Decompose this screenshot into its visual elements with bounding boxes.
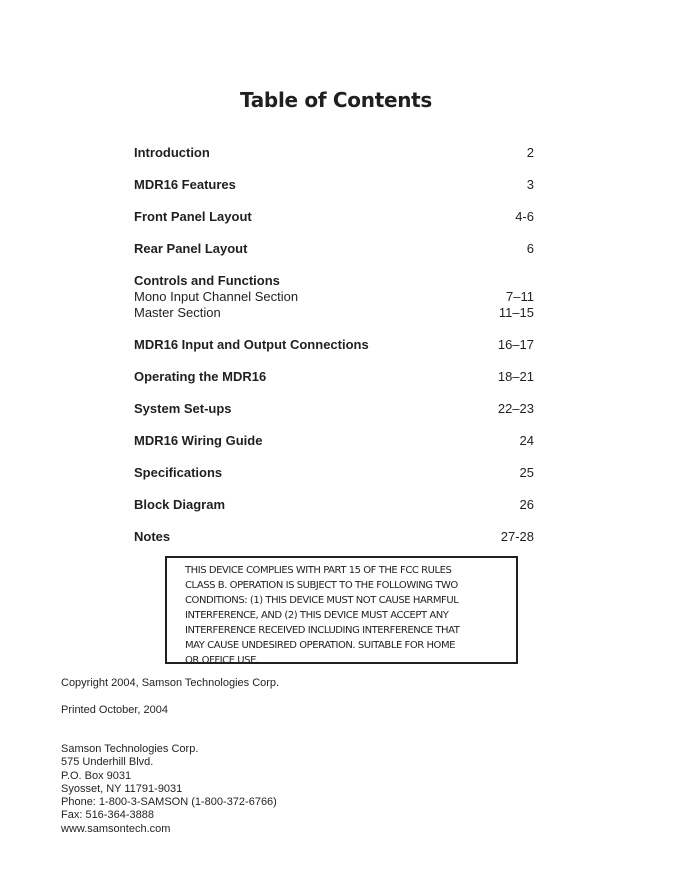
toc-subentry-page: 7–11 [506,289,534,304]
toc-entry-page: 24 [519,433,534,448]
toc-entry [134,369,534,385]
toc-entry [134,529,534,545]
toc-subentry-page: 11–15 [498,305,534,320]
toc-entry-page: 22–23 [497,401,534,416]
toc-entry [134,177,534,193]
fcc-compliance-notice [165,556,518,664]
toc-subentry-label: Master Section [134,305,221,320]
fcc-notice-line: THIS DEVICE COMPLIES WITH PART 15 OF THE FCC RULES [185,565,452,576]
fcc-notice-line: CONDITIONS: (1) THIS DEVICE MUST NOT CAUSE HARMFUL [185,595,459,606]
toc-entry-page: 18–21 [497,369,534,384]
print-date: Printed October, 2004 [61,704,169,716]
po-box: P.O. Box 9031 [61,769,132,782]
toc-entry-label: MDR16 Features [134,177,236,192]
fcc-notice-line: MAY CAUSE UNDESIRED OPERATION. SUITABLE FOR HOME [185,640,456,651]
toc-entry [134,241,534,257]
fcc-notice-line: OR OFFICE USE. [185,655,259,666]
toc-entry-page: 25 [519,465,534,480]
company-name: Samson Technologies Corp. [61,743,199,755]
street-address: 575 Underhill Blvd. [61,756,154,769]
toc-subentry [134,289,534,305]
toc-entry-label: MDR16 Input and Output Connections [134,337,369,352]
city-state-zip: Syosset, NY 11791-9031 [61,782,183,795]
toc-entry-label: Specifications [134,465,223,480]
toc-entry-page: 3 [526,177,534,192]
toc-entry-page: 4-6 [515,209,534,224]
fcc-notice-line: INTERFERENCE RECEIVED INCLUDING INTERFERENCE THAT [185,625,460,636]
toc-entry [134,433,534,449]
toc-entry-page: 6 [526,241,534,256]
toc-entry-label: Rear Panel Layout [134,241,248,256]
page-title: Table of Contents [239,88,433,112]
toc-entry-label: Controls and Functions [134,273,280,288]
table-of-contents [134,145,534,545]
toc-entry [134,497,534,513]
toc-entry [134,209,534,225]
toc-entry-label: Operating the MDR16 [134,369,267,384]
toc-entry-label: Notes [134,529,171,544]
website-url: www.samsontech.com [61,822,171,835]
toc-entry-label: MDR16 Wiring Guide [134,433,263,448]
phone-number: Phone: 1-800-3-SAMSON (1-800-372-6766) [61,796,277,809]
toc-entry-label: Introduction [134,145,210,160]
toc-entry-label: Block Diagram [134,497,226,512]
toc-subentry [134,305,534,321]
toc-entry-page: 16–17 [497,337,534,352]
toc-entry-label: Front Panel Layout [134,209,252,224]
toc-subentry-label: Mono Input Channel Section [134,289,299,304]
toc-entry-label: System Set-ups [134,401,232,416]
toc-entry-page: 27-28 [500,529,534,544]
toc-section-heading [134,273,534,289]
copyright-notice: Copyright 2004, Samson Technologies Corp. [61,677,280,689]
toc-entry-page: 26 [519,497,534,512]
fcc-notice-line: CLASS B. OPERATION IS SUBJECT TO THE FOLLOWING TWO [185,580,458,591]
company-address [61,743,277,836]
toc-entry [134,337,534,353]
fax-number: Fax: 516-364-3888 [61,809,154,822]
toc-entry [134,465,534,481]
fcc-notice-line: INTERFERENCE, AND (2) THIS DEVICE MUST ACCEPT ANY [185,610,449,621]
toc-entry [134,145,534,161]
toc-entry [134,401,534,417]
toc-entry-page: 2 [526,145,534,160]
